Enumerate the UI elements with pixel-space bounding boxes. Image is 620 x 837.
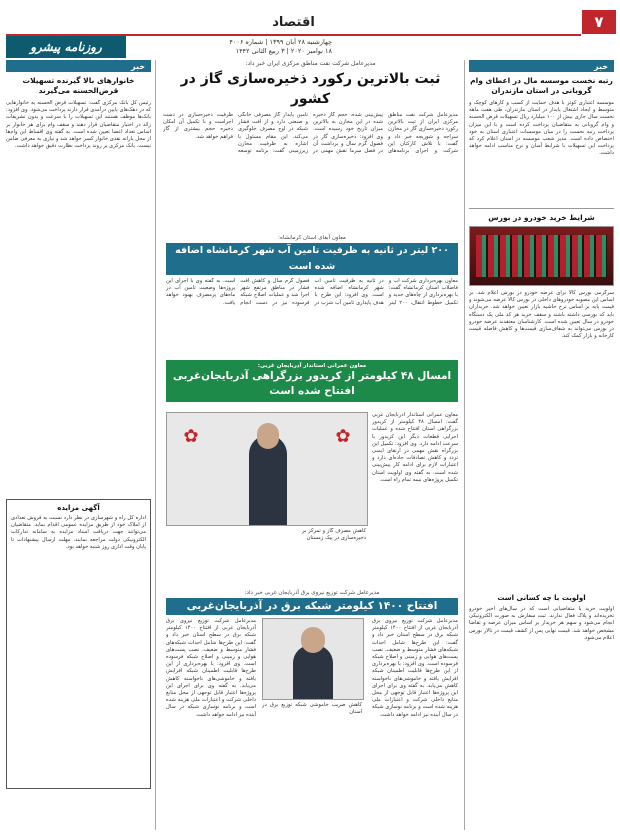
ticker-board bbox=[476, 235, 607, 277]
right-body-3: اولویت خرید با متقاضیانی است که در سال‌های اخیر خودرو نخریده‌اند و پلاک فعال ندارند. ثبت سفارش به صورت الکترونیکی انجام می‌شود و سهم هر خریدار بر اساس میزان عرضه و تقاضا مشخص خواهد شد. قیمت نهایی پس از کشف قیمت در تالار بورس اعلام می‌شود. bbox=[469, 606, 614, 641]
dateline-line-1: چهارشنبه ۲۸ آبان ۱۳۹۹ | شماره ۴۰۰۶ bbox=[229, 38, 332, 46]
right-body: موسسه اعتباری کوثر با هدف حمایت از کسب و کارهای کوچک و متوسط و ایجاد اشتغال پایدار در استان مازندران، طی هفت ماهه نخست سال جاری بیش از ۱۰۰ میلیارد ریال تسهیلات قرض الحسنه و وام گروبانی به متقاضیان پرداخت کرده است و با این میزان پرداخت رتبه نخست را در میان موسسات اعتباری استان به خود اختصاص داده است. مدیر شعب موسسه در استان اعلام کرد که پرداخت این تسهیلات با شرایط آسان و نرخ مناسب ادامه خواهد داشت. bbox=[469, 100, 614, 157]
water-kicker: معاون آبفای استان کرمانشاه: bbox=[278, 235, 346, 241]
highway-story bbox=[166, 360, 458, 585]
power-caption: کاهش ضریب خاموشی شبکه توزیع برق در استان bbox=[262, 702, 362, 716]
right-subhead-2: اولویت با چه کسانی است bbox=[497, 594, 586, 602]
lead-story bbox=[163, 60, 458, 230]
power-kicker: مدیرعامل شرکت توزیع نیروی برق آذربایجان غربی خبر داد: bbox=[244, 590, 380, 596]
page-number: ۷ bbox=[582, 10, 616, 34]
ad-title: آگهی مزایده bbox=[57, 504, 100, 512]
emblem-icon: ✿ bbox=[335, 426, 351, 447]
highway-kicker: معاون عمرانی استاندار آذربایجان غربی: bbox=[257, 363, 367, 369]
water-story bbox=[166, 235, 458, 355]
highway-headline: امسال ۴۸ کیلومتر از کریدور بزرگراهی آذربایجان‌غربی افتتاح شده است bbox=[172, 370, 452, 397]
masthead bbox=[6, 36, 616, 58]
dateline bbox=[132, 38, 332, 56]
side-headline: خانوارهای بالا گیرنده تسهیلات قرض‌الحسنه می‌گیرند bbox=[22, 76, 135, 95]
highway-body: معاون عمرانی استاندار آذربایجان غربی گفت: امسال ۴۸ کیلومتر از کریدور بزرگراهی استان افتتاح شده و عملیات اجرایی قطعات دیگر این کریدور با سرعت ادامه دارد. وی افزود: تکمیل این بزرگراه نقش مهمی در ارتقای ایمنی تردد و کاهش تصادفات جاده‌ای دارد و اعتبارات لازم برای ادامه کار پیش‌بینی شده است. به گفته وی اولویت استان تکمیل پروژه‌های نیمه تمام راه است. bbox=[372, 412, 458, 483]
top-bar bbox=[6, 10, 616, 34]
dateline-line-2: ۱۸ نوامبر ۲۰۲۰ | ۳ ربیع الثانی ۱۴۴۲ bbox=[235, 47, 332, 55]
water-headline: ۲۰۰ لیتر در ثانیه به ظرفیت تامین آب شهر کرمانشاه اضافه شده است bbox=[166, 243, 458, 275]
official-portrait-photo bbox=[166, 412, 368, 526]
side-tag: خبر bbox=[6, 60, 151, 72]
water-body: معاون بهره‌برداری شرکت آب و فاضلاب استان کرمانشاه گفت: با بهره‌برداری از چاه‌های جدید و تکمیل خطوط انتقال، ۲۰۰ لیتر در ثانیه به ظرفیت تامین آب شهر کرمانشاه اضافه شده است. وی افزود: این طرح با هدف پایداری تامین آب شرب در فصول گرم سال و کاهش افت فشار در مناطق مرتفع شهر اجرا شد و عملیات اصلاح شبکه فرسوده نیز در دست انجام است. به گفته وی با اجرای این پروژه‌ها وضعیت تامین آب در ماه‌های پرمصرف بهبود خواهد یافت. bbox=[166, 278, 458, 306]
power-headline: افتتاح ۱۴۰۰ کیلومتر شبکه برق در آذربایجان‌غربی bbox=[166, 598, 458, 615]
right-column bbox=[464, 60, 614, 830]
side-body: رئیس کل بانک مرکزی گفت: تسهیلات قرض الحسنه به خانوارهایی که در دهک‌های پایین درآمدی قرار دارند پرداخت می‌شود. وی افزود: بانک‌ها موظف هستند این تسهیلات را با سرعت و بدون تشریفات زائد در اختیار متقاضیان قرار دهند و سقف وام برای هر خانوار بر اساس تعداد اعضا تعیین شده است. به گفته وی اقساط این وام‌ها از محل یارانه نقدی خانوار کسر خواهد شد و نیازی به معرفی ضامن نیست. بانک مرکزی بر روند پرداخت نظارت دقیق خواهد داشت. bbox=[6, 100, 151, 150]
person-head bbox=[257, 423, 279, 449]
emblem-icon: ✿ bbox=[183, 426, 199, 447]
side-column bbox=[6, 60, 156, 830]
lead-kicker: مدیرعامل شرکت نفت مناطق مرکزی ایران خبر داد: bbox=[245, 60, 376, 67]
right-subhead: شرایط خرید خودرو در بورس bbox=[488, 213, 595, 222]
person-head bbox=[301, 627, 325, 653]
news-tag: خبر bbox=[469, 60, 614, 72]
newspaper-logo: روزنامه پیشرو bbox=[6, 36, 126, 58]
power-story bbox=[166, 590, 458, 830]
power-body: مدیرعامل شرکت توزیع نیروی برق آذربایجان غربی از افتتاح ۱۴۰۰ کیلومتر شبکه برق در سطح استان خبر داد و گفت: این طرح‌ها شامل احداث شبکه‌های فشار متوسط و ضعیف، نصب پست‌های هوایی و زمینی و اصلاح شبکه فرسوده است. وی افزود: با بهره‌برداری از این طرح‌ها قابلیت اطمینان شبکه افزایش یافته و خاموشی‌های ناخواسته کاهش می‌یابد. به گفته وی برای اجرای این پروژه‌ها اعتبار قابل توجهی از محل منابع داخلی شرکت و اعتبارات ملی هزینه شده است و برنامه نوسازی شبکه در سال آینده نیز ادامه خواهد داشت. bbox=[372, 618, 458, 718]
lead-body: مدیرعامل شرکت نفت مناطق مرکزی ایران از ثبت بالاترین رکورد ذخیره‌سازی گاز در مخازن سراجه و شوریجه خبر داد و گفت: با تلاش کارکنان این شرکت و اجرای برنامه‌های پیش‌بینی شده، حجم گاز ذخیره شده در این مخازن به بالاترین میزان تاریخ خود رسیده است. وی افزود: ذخیره‌سازی گاز در فصول گرم سال و برداشت آن در فصل سرما نقش مهمی در تامین پایدار گاز مصرفی خانگی و صنعتی دارد و از افت فشار شبکه در اوج مصرف جلوگیری می‌کند. این مقام مسئول با اشاره به ظرفیت مخازن زیرزمینی گفت: برنامه توسعه ظرفیت ذخیره‌سازی در دست اجراست و با تکمیل آن امکان ذخیره حجم بیشتری از گاز فراهم خواهد شد. bbox=[163, 112, 458, 155]
right-headline: رتبه نخست موسسه مال در اعطای وام‌ گروبانی در استان مازندران bbox=[470, 76, 613, 95]
official-portrait-photo-2 bbox=[262, 618, 364, 700]
ad-body: اداره کل راه و شهرسازی در نظر دارد نسبت به فروش تعدادی از املاک خود از طریق مزایده عمومی اقدام نماید. متقاضیان می‌توانند جهت دریافت اسناد مزایده به سامانه تدارکات الکترونیکی دولت مراجعه نمایند. مهلت ارسال پیشنهادات تا پایان وقت اداری روز شنبه خواهد بود. bbox=[11, 515, 146, 550]
person-silhouette bbox=[293, 645, 333, 699]
power-body-2: مدیرعامل شرکت توزیع نیروی برق آذربایجان غربی از افتتاح ۱۴۰۰ کیلومتر شبکه برق در سطح استان خبر داد و گفت: این طرح‌ها شامل احداث شبکه‌های فشار متوسط و ضعیف، نصب پست‌های هوایی و زمینی و اصلاح شبکه فرسوده است. وی افزود: با بهره‌برداری از این طرح‌ها قابلیت اطمینان شبکه افزایش یافته و خاموشی‌های ناخواسته کاهش می‌یابد. به گفته وی برای اجرای این پروژه‌ها اعتبار قابل توجهی از محل منابع داخلی شرکت و اعتبارات ملی هزینه شده است و برنامه نوسازی شبکه در سال آینده نیز ادامه خواهد داشت. bbox=[166, 618, 256, 718]
classified-ad bbox=[6, 499, 151, 789]
lead-headline: ثبت بالاترین رکورد ذخیره‌سازی گاز در کشور bbox=[180, 71, 441, 107]
right-body-2: سرگرمی بورس کالا برای عرضه خودرو در بورس اعلام شد. بر اساس این مصوبه خودروهای داخلی در بورس کالا عرضه می‌شوند و قیمت پایه بر اساس نرخ حاشیه بازار تعیین خواهد شد. خریداران باید کد بورسی داشته باشند و سقف خرید هر کد ملی یک دستگاه خودرو در سال تعیین شده است. کارشناسان معتقدند عرضه خودرو در بورس می‌تواند به شفاف‌سازی قیمت‌ها و کاهش فاصله قیمت کارخانه و بازار کمک کند. bbox=[469, 290, 614, 340]
stock-board-photo bbox=[469, 226, 614, 286]
highway-banner bbox=[166, 360, 458, 402]
section-title: اقتصاد bbox=[6, 10, 581, 36]
highway-caption: کاهش مصرف گاز و تمرکز بر ذخیره‌سازی در پیک زمستان bbox=[302, 528, 366, 542]
